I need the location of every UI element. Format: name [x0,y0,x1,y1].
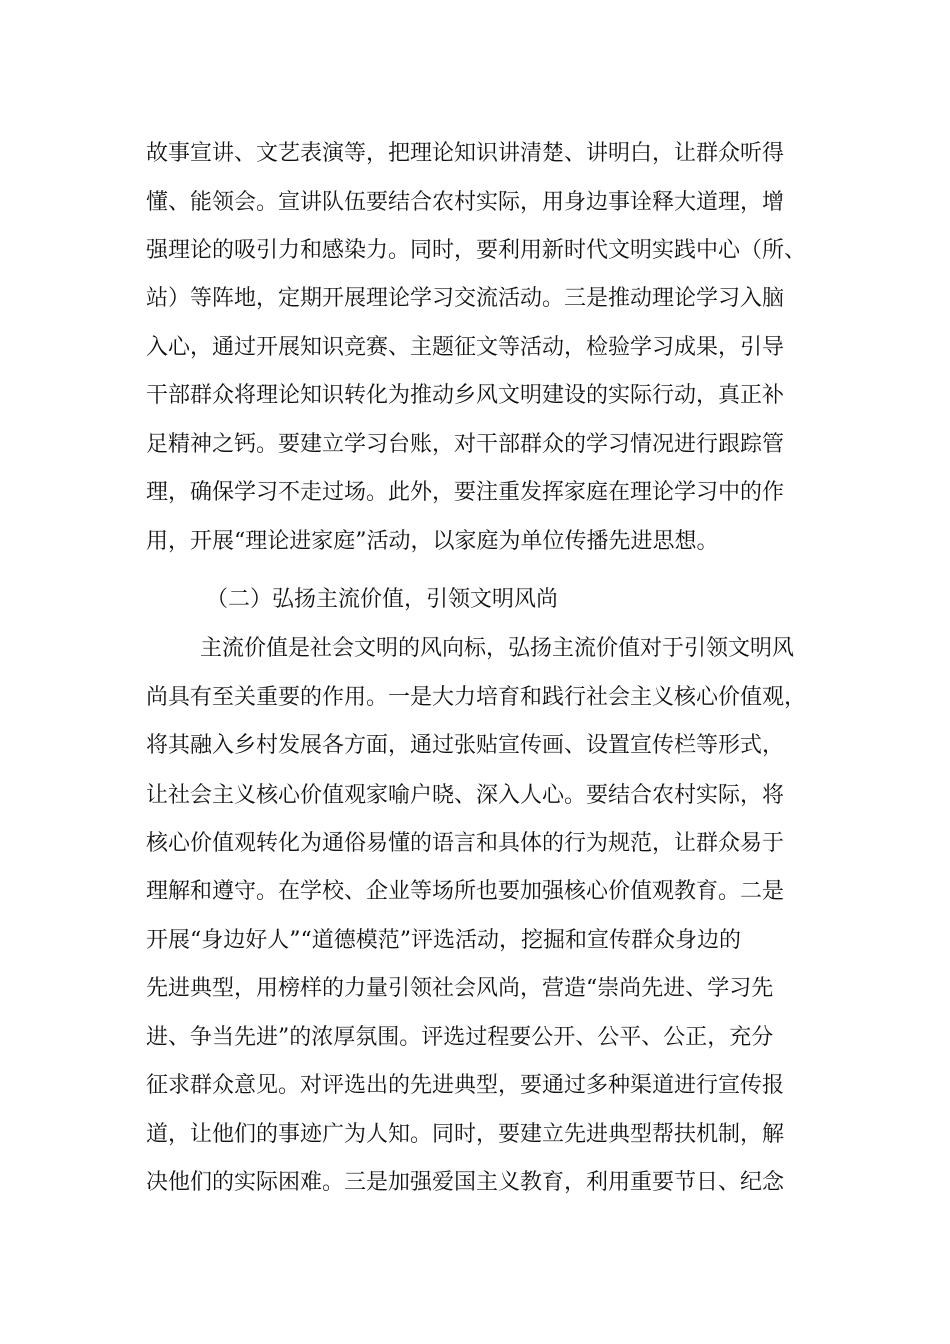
text-line: 故事宣讲、文艺表演等，把理论知识讲清楚、讲明白，让群众听得 [146,141,785,166]
text-line: 干部群众将理论知识转化为推动乡风文明建设的实际行动，真正补 [146,383,785,408]
section-heading: （二）弘扬主流价值，引领文明风尚 [206,587,559,612]
text-line: 道，让他们的事迹广为人知。同时，要建立先进典型帮扶机制，解 [146,1122,785,1147]
text-line: 先进典型，用榜样的力量引领社会风尚，营造“崇尚先进、学习先 [146,976,774,1001]
text-line: 进、争当先进”的浓厚氛围。评选过程要公开、公平、公正，充分 [146,1025,774,1050]
text-line: 站）等阵地，定期开展理论学习交流活动。三是推动理论学习入脑 [146,286,785,311]
text-line: 懂、能领会。宣讲队伍要结合农村实际，用身边事诠释大道理，增 [146,190,785,215]
text-line: 理，确保学习不走过场。此外，要注重发挥家庭在理论学习中的作 [146,480,785,505]
text-line: 强理论的吸引力和感染力。同时，要利用新时代文明实践中心（所、 [146,238,807,263]
paragraph-first-line: 主流价值是社会文明的风向标，弘扬主流价值对于引领文明风 [200,636,795,661]
text-line: 足精神之钙。要建立学习台账，对干部群众的学习情况进行跟踪管 [146,432,785,457]
text-line: 征求群众意见。对评选出的先进典型，要通过多种渠道进行宣传报 [146,1073,785,1098]
text-line: 决他们的实际困难。三是加强爱国主义教育，利用重要节日、纪念 [146,1170,785,1195]
text-line: 开展“身边好人”“道德模范”评选活动，挖掘和宣传群众身边的 [146,928,741,953]
text-line: 用，开展“理论进家庭”活动，以家庭为单位传播先进思想。 [146,529,719,554]
text-line: 让社会主义核心价值观家喻户晓、深入人心。要结合农村实际，将 [146,783,785,808]
text-line: 理解和遵守。在学校、企业等场所也要加强核心价值观教育。二是 [146,879,785,904]
text-line: 入心，通过开展知识竞赛、主题征文等活动，检验学习成果，引导 [146,335,785,360]
text-line: 尚具有至关重要的作用。一是大力培育和践行社会主义核心价值观， [146,685,807,710]
text-line: 将其融入乡村发展各方面，通过张贴宣传画、设置宣传栏等形式， [146,733,785,758]
text-line: 核心价值观转化为通俗易懂的语言和具体的行为规范，让群众易于 [146,831,785,856]
